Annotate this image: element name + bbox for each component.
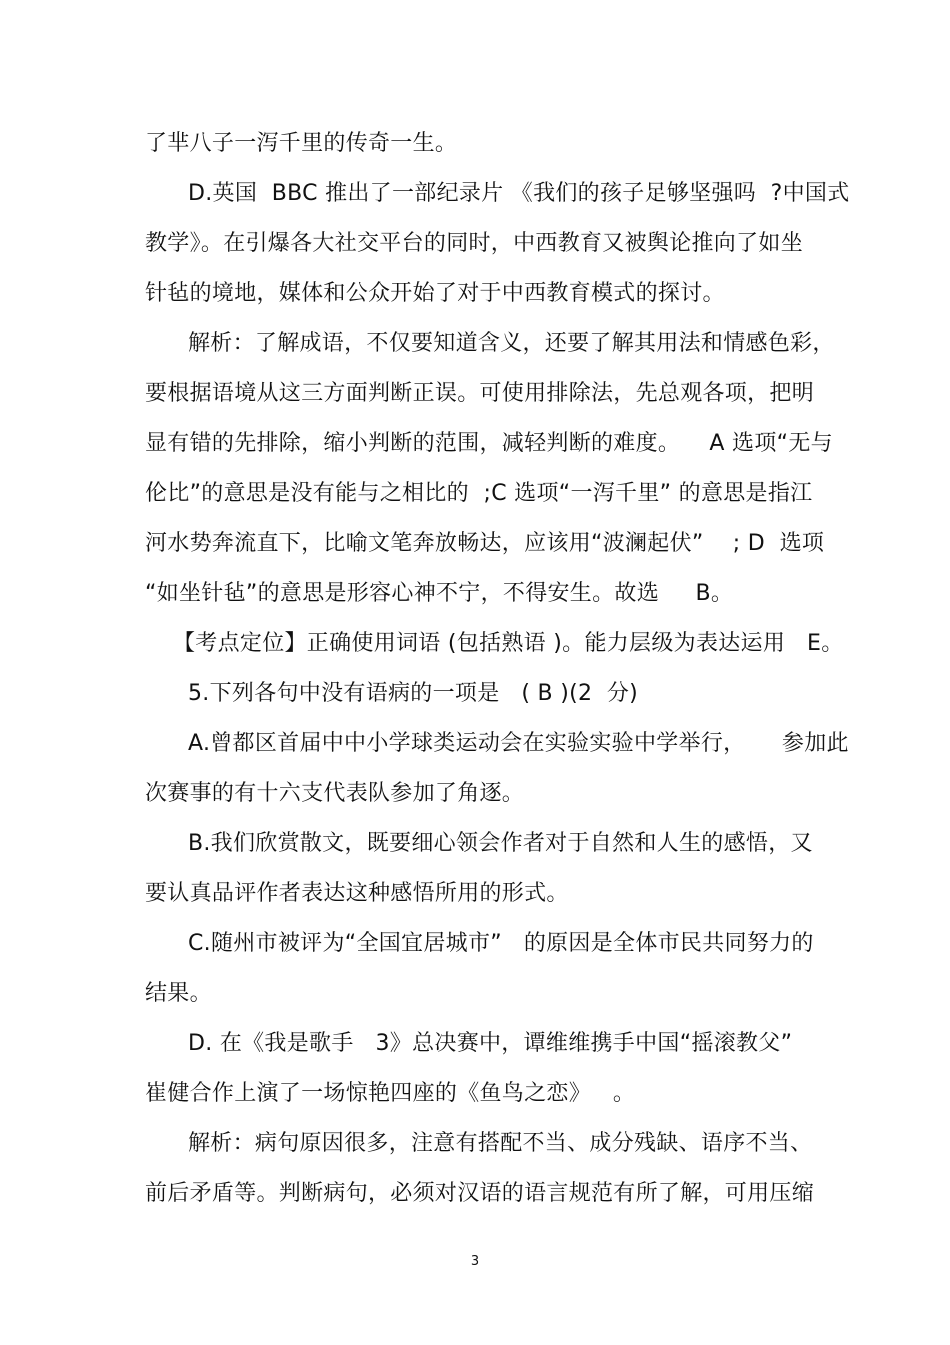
option-b-line-1: B.我们欣赏散文，既要细心领会作者对于自然和人生的感悟，又: [188, 831, 813, 856]
page-number: 3: [470, 1254, 480, 1269]
question-heading: 5.下列各句中没有语病的一项是 ( B )(2 分): [188, 681, 639, 706]
analysis-line-1: 解析：病句原因很多，注意有搭配不当、成分残缺、语序不当、: [188, 1131, 813, 1156]
text-line-2: D.英国 BBC 推出了一部纪录片 《我们的孩子足够坚强吗 ?中国式: [188, 181, 850, 206]
option-d-line-2: 崔健合作上演了一场惊艳四座的《鱼鸟之恋》 。: [145, 1081, 636, 1106]
text-line-9: 河水势奔流直下，比喻文笔奔放畅达，应该用“波澜起伏” ; D 选项: [145, 531, 825, 556]
option-c-line-1: C.随州市被评为“全国宜居城市” 的原因是全体市民共同努力的: [188, 931, 814, 956]
option-a-line-1: A.曾都区首届中中小学球类运动会在实验实验中学举行， 参加此: [188, 731, 849, 756]
text-line-5: 解析：了解成语，不仅要知道含义，还要了解其用法和情感色彩，: [188, 331, 835, 356]
text-line-11: 【考点定位】正确使用词语 (包括熟语 )。能力层级为表达运用 E。: [173, 631, 844, 656]
option-d-line-1: D. 在《我是歌手 3》总决赛中，谭维维携手中国“摇滚教父”: [188, 1031, 793, 1056]
analysis-line-2: 前后矛盾等。判断病句，必须对汉语的语言规范有所了解，可用压缩: [145, 1181, 815, 1206]
option-a-line-2: 次赛事的有十六支代表队参加了角逐。: [145, 781, 525, 806]
text-line-7: 显有错的先排除，缩小判断的范围，减轻判断的难度。 A 选项“无与: [145, 431, 833, 456]
option-b-line-2: 要认真品评作者表达这种感悟所用的形式。: [145, 881, 569, 906]
option-c-line-2: 结果。: [145, 981, 212, 1006]
text-line-4: 针毡的境地，媒体和公众开始了对于中西教育模式的探讨。: [145, 281, 725, 306]
text-line-1: 了芈八子一泻千里的传奇一生。: [145, 131, 458, 156]
text-line-8: 伦比”的意思是没有能与之相比的 ;C 选项“一泻千里” 的意思是指江: [145, 481, 813, 506]
text-line-6: 要根据语境从这三方面判断正误。可使用排除法，先总观各项，把明: [145, 381, 815, 406]
text-line-10: “如坐针毡”的意思是形容心神不宁，不得安生。故选 B。: [145, 581, 734, 606]
text-line-3: 教学》。在引爆各大社交平台的同时，中西教育又被舆论推向了如坐: [145, 231, 804, 256]
